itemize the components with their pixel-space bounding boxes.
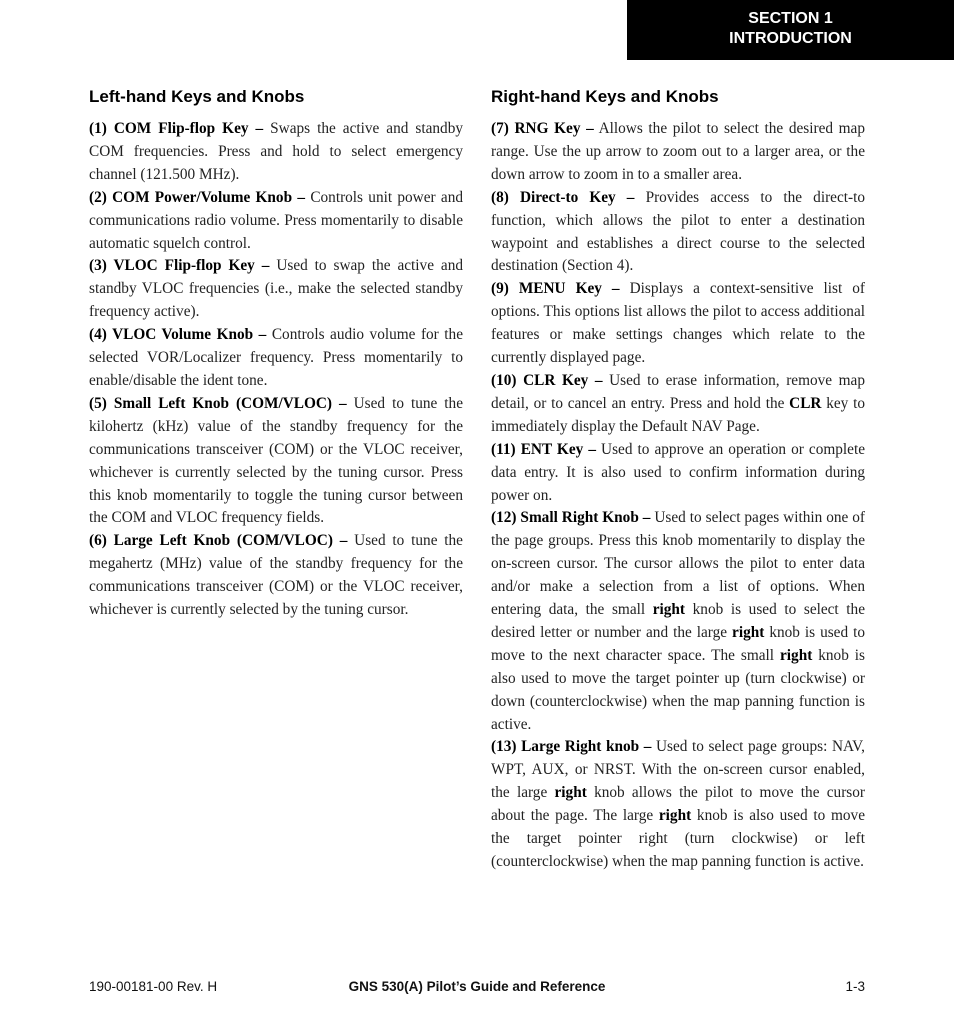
right-column <box>491 86 865 874</box>
section-title: INTRODUCTION <box>729 30 852 47</box>
entry-small-left-knob: (5) Small Left Knob (COM/VLOC) – Used to tune the kilohertz (kHz) value of the standby frequency for the communications transceiver (COM) or the VLOC receiver, whichever is currently selected by the tuning cursor. Press this knob momentarily to toggle the tuning cursor between the COM and VLOC frequency fields. <box>89 394 463 527</box>
entry-direct-to-key: (8) Direct-to Key – Provides access to the direct-to function, which allows the pilot to enter a destination waypoint and establishes a direct course to the selected destination (Section 4). <box>491 188 865 275</box>
entry-clr-key: (10) CLR Key – Used to erase information, remove map detail, or to cancel an entry. Press and hold the CLR key to immediately display the Default NAV Page. <box>491 371 865 435</box>
entry-small-right-knob: (12) Small Right Knob – Used to select pages within one of the page groups. Press this knob momentarily to display the on-screen cursor. The cursor allows the pilot to enter data and/or make a selection from a list of options. When entering data, the small right knob is used to select the desired letter or number and the large right knob is used to move to the next character space. The small right knob is also used to move the target pointer up (turn clockwise) or down (counterclockwise) when the map panning function is active. <box>491 509 866 733</box>
section-number: SECTION 1 <box>748 10 833 27</box>
entry-rng-key: (7) RNG Key – Allows the pilot to select the desired map range. Use the up arrow to zoom out to a larger area, or the down arrow to zoom in to a smaller area. <box>491 120 865 183</box>
entry-com-flipflop-key: (1) COM Flip-flop Key – Swaps the active and standby COM frequencies. Press and hold to select emergency channel (121.500 MHz). <box>89 120 463 183</box>
entry-menu-key: (9) MENU Key – Displays a context-sensitive list of options. This options list allows the pilot to access additional features or make settings changes which relate to the currently displayed page. <box>491 280 865 367</box>
document-number: 190-00181-00 Rev. H <box>89 979 218 994</box>
entry-large-left-knob: (6) Large Left Knob (COM/VLOC) – Used to tune the megahertz (MHz) value of the standby frequency for the communications transceiver (COM) or the VLOC receiver, whichever is currently selected by the tuning cursor. <box>89 532 463 619</box>
page-footer <box>89 979 865 999</box>
entry-ent-key: (11) ENT Key – Used to approve an operation or complete data entry. It is also used to confirm information during power on. <box>491 440 865 504</box>
section-header-tab <box>627 0 954 60</box>
left-column <box>89 86 463 622</box>
entry-com-power-volume-knob: (2) COM Power/Volume Knob – Controls unit power and communications radio volume. Press momentarily to disable automatic squelch control. <box>89 188 463 252</box>
page-number: 1-3 <box>845 979 865 994</box>
guide-title: GNS 530(A) Pilot’s Guide and Reference <box>348 979 606 994</box>
entry-vloc-flipflop-key: (3) VLOC Flip-flop Key – Used to swap the active and standby VLOC frequencies (i.e., make the selected standby frequency active). <box>89 257 464 321</box>
right-keys-heading: Right-hand Keys and Knobs <box>491 87 719 106</box>
entry-large-right-knob: (13) Large Right knob – Used to select page groups: NAV, WPT, AUX, or NRST. With the on-screen cursor enabled, the large right knob allows the pilot to move the cursor about the page. The large right knob is also used to move the target pointer right (turn clockwise) or left (counterclockwise) when the map panning function is active. <box>491 738 866 870</box>
left-keys-heading: Left-hand Keys and Knobs <box>89 87 305 106</box>
entry-vloc-volume-knob: (4) VLOC Volume Knob – Controls audio volume for the selected VOR/Localizer frequency. Press momentarily to enable/disable the ident tone. <box>89 326 463 389</box>
